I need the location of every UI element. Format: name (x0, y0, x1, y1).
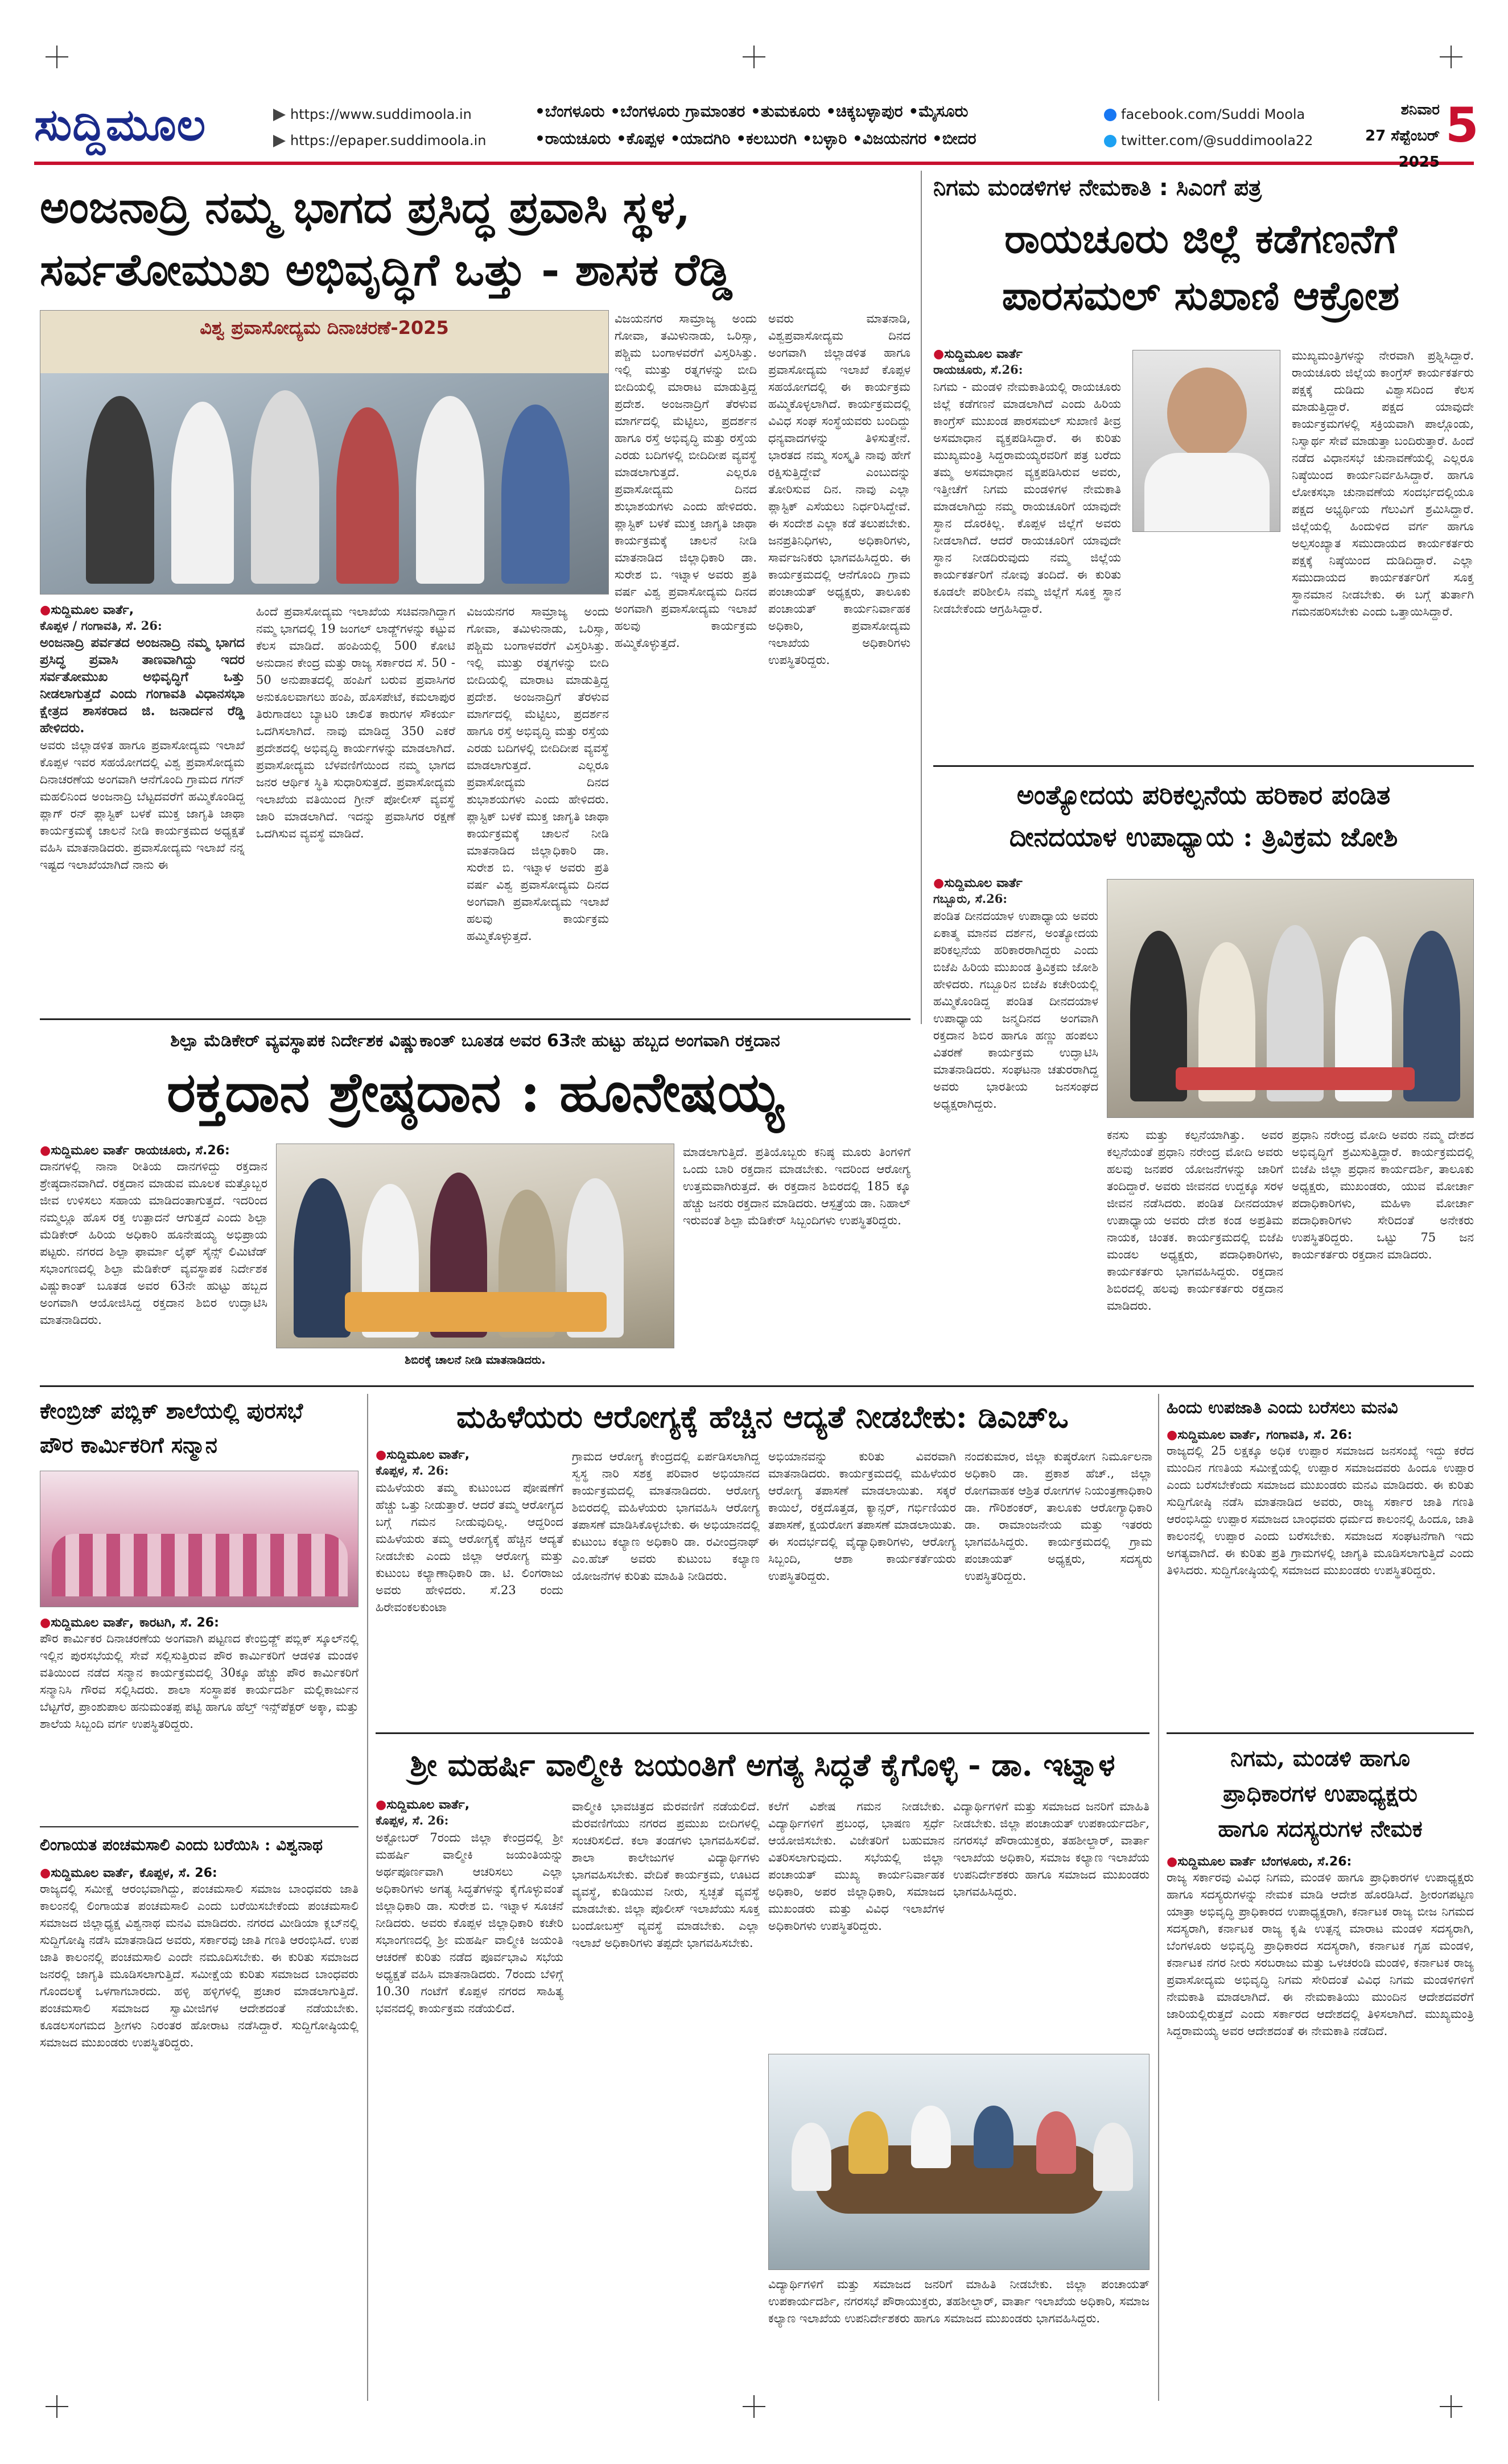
story9-body: ವಿದ್ಯಾರ್ಥಿಗಳಿಗೆ ಮತ್ತು ಸಮಾಜದ ಜನರಿಗೆ ಮಾಹಿತಿ ನೀಡಬೇಕು. ಜಿಲ್ಲಾ ಪಂಚಾಯತ್ ಉಪಕಾರ್ಯದರ್ಶಿ, ನಗರಸಭೆ ಪೌರಾಯುಕ್ತರು, ತಹಶೀಲ್ದಾರ್, ವಾರ್ತಾ ಇಲಾಖೆಯ ಅಧಿಕಾರಿ, ಸಮಾಜ ಕಲ್ಯಾಣ ಇಲಾಖೆಯ ಉಪನಿರ್ದೇಶಕರು ಹಾಗೂ ಸಮಾಜದ ಮುಖಂಡರು ಭಾಗವಹಿಸಿದ್ದರು. (768, 2277, 1149, 2325)
story7-body: ನಂದಕುಮಾರ, ಜಿಲ್ಲಾ ಕುಷ್ಠರೋಗ ನಿರ್ಮೂಲನಾ ಅಧಿಕಾರಿ ಡಾ. ಪ್ರಕಾಶ ಹೆಚ್., ಜಿಲ್ಲಾ ರೋಗವಾಹಕ ಆಶ್ರಿತ ರೋಗಗಳ ನಿಯಂತ್ರಣಾಧಿಕಾರಿ ಡಾ. ಗೌರಿಶಂಕರ್, ತಾಲೂಕು ಆರೋಗ್ಯಾಧಿಕಾರಿ ಡಾ. ರಾಮಾಂಜನೇಯ ಮತ್ತು ಇತರರು ಭಾಗವಹಿಸಿದ್ದರು. ಕಾರ್ಯಕ್ರಮದಲ್ಲಿ ಗ್ರಾಮ ಪಂಚಾಯತ್ ಅಧ್ಯಕ್ಷರು, ಸದಸ್ಯರು ಉಪಸ್ಥಿತರಿದ್ದರು. (965, 1450, 1152, 1583)
section-rule (376, 1732, 1149, 1734)
story2-portrait (1132, 350, 1280, 532)
page-number: 5 (1445, 97, 1479, 153)
newspaper-logo: ಸುದ್ದಿಮೂಲ (34, 100, 207, 151)
issue-date (1343, 97, 1440, 175)
story10-dateline: ಬೆಂಗಳೂರು, ಸೆ.26: (1261, 1855, 1352, 1869)
story2-kicker: ನಿಗಮ ಮಂಡಳಿಗಳ ನೇಮಕಾತಿ : ಸಿಎಂಗೆ ಪತ್ರ (933, 175, 1262, 201)
person-figure (86, 396, 154, 584)
story3-column: ●ಸುದ್ದಿಮೂಲ ವಾರ್ತೆ ಗಬ್ಬೂರು, ಸೆ.26: ಪಂಡಿತ ದೀನದಯಾಳ ಉಪಾಧ್ಯಾಯ ಅವರು ಏಕಾತ್ಮ ಮಾನವ ದರ್ಶನ, ಅಂತ್ಯೋದಯ ಪರಿಕಲ್ಪನೆಯ ಹರಿಕಾರರಾಗಿದ್ದರು ಎಂದು ಬಿಜೆಪಿ ಹಿರಿಯ ಮುಖಂಡ ತ್ರಿವಿಕ್ರಮ ಜೋಶಿ ಹೇಳಿದರು. ಗಬ್ಬೂರಿನ ಬಿಜೆಪಿ ಕಚೇರಿಯಲ್ಲಿ ಹಮ್ಮಿಕೊಂಡಿದ್ದ ಪಂಡಿತ ದೀನದಯಾಳ ಉಪಾಧ್ಯಾಯ ಜನ್ಮದಿನದ ಅಂಗವಾಗಿ ರಕ್ತದಾನ ಶಿಬಿರ ಹಾಗೂ ಹಣ್ಣು ಹಂಪಲು ವಿತರಣೆ ಕಾರ್ಯಕ್ರಮ ಉದ್ಘಾಟಿಸಿ ಮಾತನಾಡಿದರು. ಸಂಘಟನಾ ಚತುರರಾಗಿದ್ದ ಅವರು ಭಾರತೀಯ ಜನಸಂಘದ ಅಧ್ಯಕ್ಷರಾಗಿದ್ದರು. (933, 876, 1098, 1360)
person-figure (1093, 2123, 1133, 2191)
story5-dateline: ಕಾರಟಗಿ, ಸೆ. 26: (139, 1616, 219, 1630)
event-banner: ವಿಶ್ವ ಪ್ರವಾಸೋದ್ಯಮ ದಿನಾಚರಣೆ-2025 (40, 311, 608, 373)
story9-body: ಅಕ್ಟೋಬರ್ 7ರಂದು ಜಿಲ್ಲಾ ಕೇಂದ್ರದಲ್ಲಿ ಶ್ರೀ ಮಹರ್ಷಿ ವಾಲ್ಮೀಕಿ ಜಯಂತಿಯನ್ನು ಅರ್ಥಪೂರ್ಣವಾಗಿ ಆಚರಿಸಲು ಎಲ್ಲಾ ಅಧಿಕಾರಿಗಳು ಅಗತ್ಯ ಸಿದ್ಧತೆಗಳನ್ನು ಕೈಗೊಳ್ಳುವಂತೆ ಜಿಲ್ಲಾಧಿಕಾರಿ ಡಾ. ಸುರೇಶ ಬಿ. ಇಟ್ನಾಳ ಸೂಚನೆ ನೀಡಿದರು. ಅವರು ಕೊಪ್ಪಳ ಜಿಲ್ಲಾಧಿಕಾರಿ ಕಚೇರಿ ಸಭಾಂಗಣದಲ್ಲಿ ಶ್ರೀ ಮಹರ್ಷಿ ವಾಲ್ಮೀಕಿ ಜಯಂತಿ ಆಚರಣೆ ಕುರಿತು ನಡೆದ ಪೂರ್ವಭಾವಿ ಸಭೆಯ ಅಧ್ಯಕ್ಷತೆ ವಹಿಸಿ ಮಾತನಾಡಿದರು. 7ರಂದು ಬೆಳಿಗ್ಗೆ 10.30 ಗಂಟೆಗೆ ಕೊಪ್ಪಳ ನಗರದ ಸಾಹಿತ್ಯ ಭವನದಲ್ಲಿ ಕಾರ್ಯಕ್ರಮ ನಡೆಯಲಿದೆ. (376, 1831, 563, 2015)
story7-column (768, 1448, 956, 1727)
story1-headline: ಅಂಜನಾದ್ರಿ ನಮ್ಮ ಭಾಗದ ಪ್ರಸಿದ್ಧ ಪ್ರವಾಸಿ ಸ್ಥಳ, ಸರ್ವತೋಮುಖ ಅಭಿವೃದ್ಧಿಗೆ ಒತ್ತು - ಶಾಸಕ ರೆಡ್ಡಿ (40, 181, 732, 296)
portrait-face (1167, 368, 1247, 459)
story1-body: ವಿಜಯನಗರ ಸಾಮ್ರಾಜ್ಯ ಅಂದು ಗೋವಾ, ತಮಿಳುನಾಡು, ಒರಿಸ್ಸಾ, ಪಶ್ಚಿಮ ಬಂಗಾಳವರೆಗೆ ವಿಸ್ತರಿಸಿತ್ತು. ಇಲ್ಲಿ ಮುತ್ತು ರತ್ನಗಳನ್ನು ಬೀದಿ ಬೀದಿಯಲ್ಲಿ ಮಾರಾಟ ಮಾಡುತ್ತಿದ್ದ ಪ್ರದೇಶ. ಅಂಜನಾದ್ರಿಗೆ ತೆರಳುವ ಮಾರ್ಗದಲ್ಲಿ ಮೆಟ್ಟಿಲು, ಪ್ರದರ್ಶನ ಹಾಗೂ ರಸ್ತೆ ಅಭಿವೃದ್ಧಿ ಮತ್ತು ರಸ್ತೆಯ ಎರಡು ಬದಿಗಳಲ್ಲಿ ಬೀದಿದೀಪ ವ್ಯವಸ್ಥೆ ಮಾಡಲಾಗುತ್ತದೆ. ಎಲ್ಲರೂ ಪ್ರವಾಸೋದ್ಯಮ ದಿನದ ಶುಭಾಶಯಗಳು ಎಂದು ಹೇಳಿದರು. ಪ್ಲಾಸ್ಟಿಕ್ ಬಳಕೆ ಮುಕ್ತ ಜಾಗೃತಿ ಜಾಥಾ ಕಾರ್ಯಕ್ರಮಕ್ಕೆ ಚಾಲನೆ ನೀಡಿ ಮಾತನಾಡಿದ ಜಿಲ್ಲಾಧಿಕಾರಿ ಡಾ. ಸುರೇಶ ಬಿ. ಇಟ್ನಾಳ ಅವರು ಪ್ರತಿ ವರ್ಷ ವಿಶ್ವ ಪ್ರವಾಸೋದ್ಯಮ ದಿನದ ಅಂಗವಾಗಿ ಪ್ರವಾಸೋದ್ಯಮ ಇಲಾಖೆ ಹಲವು ಕಾರ್ಯಕ್ರಮ ಹಮ್ಮಿಕೊಳ್ಳುತ್ತದೆ. (615, 312, 757, 650)
person-figure (416, 396, 484, 584)
story5-photo (40, 1471, 359, 1607)
story4-byline: ಸುದ್ದಿಮೂಲ ವಾರ್ತೆ (51, 1144, 129, 1158)
story3-body: ಪ್ರಧಾನಿ ನರೇಂದ್ರ ಮೋದಿ ಅವರು ನಮ್ಮ ದೇಶದ ಅಭಿವೃದ್ಧಿಗೆ ಶ್ರಮಿಸುತ್ತಿದ್ದಾರೆ. ಕಾರ್ಯಕ್ರಮದಲ್ಲಿ ಬಿಜೆಪಿ ಜಿಲ್ಲಾ ಪ್ರಧಾನ ಕಾರ್ಯದರ್ಶಿ, ತಾಲೂಕು ಅಧ್ಯಕ್ಷರು, ಮುಖಂಡರು, ಯುವ ಮೋರ್ಚಾ ಪದಾಧಿಕಾರಿಗಳು, ಮಹಿಳಾ ಮೋರ್ಚಾ ಪದಾಧಿಕಾರಿಗಳು ಸೇರಿದಂತೆ ಅನೇಕರು ಉಪಸ್ಥಿತರಿದ್ದರು. ಒಟ್ಟು 75 ಜನ ಕಾರ್ಯಕರ್ತರು ರಕ್ತದಾನ ಮಾಡಿದರು. (1292, 1128, 1474, 1261)
portrait-shirt (1144, 453, 1270, 532)
person-figure (294, 1178, 351, 1338)
story7-body: ಗ್ರಾಮದ ಆರೋಗ್ಯ ಕೇಂದ್ರದಲ್ಲಿ ಏರ್ಪಡಿಸಲಾಗಿದ್ದ ಸ್ವಸ್ಥ ನಾರಿ ಸಶಕ್ತ ಪರಿವಾರ ಅಭಿಯಾನದ ಕಾರ್ಯಕ್ರಮದಲ್ಲಿ ಮಾತನಾಡಿದರು. ಆರೋಗ್ಯ ಶಿಬಿರದಲ್ಲಿ ಮಹಿಳೆಯರು ಭಾಗವಹಿಸಿ ಆರೋಗ್ಯ ತಪಾಸಣೆ ಮಾಡಿಸಿಕೊಳ್ಳಬೇಕು. ಈ ಅಭಿಯಾನದಲ್ಲಿ ಕುಟುಂಬ ಕಲ್ಯಾಣ ಅಧಿಕಾರಿ ಡಾ. ರವೀಂದ್ರನಾಥ್ ಎಂ.ಹೆಚ್ ಅವರು ಕುಟುಂಬ ಕಲ್ಯಾಣ ಯೋಜನೆಗಳ ಕುರಿತು ಮಾಹಿತಿ ನೀಡಿದರು. (572, 1450, 760, 1583)
story6-dateline: ಕೊಪ್ಪಳ, ಸೆ. 26: (139, 1866, 217, 1880)
story7-column (965, 1448, 1152, 1727)
crop-mark (1440, 46, 1462, 68)
story1-column (615, 310, 757, 993)
story2-byline: ಸುದ್ದಿಮೂಲ ವಾರ್ತೆ (944, 347, 1023, 361)
arrow-icon (273, 109, 286, 121)
story9-column (572, 1798, 760, 2401)
district-list (535, 98, 1093, 152)
section-rule (1167, 1732, 1474, 1734)
story3-photo (1107, 879, 1474, 1118)
flower-decoration (345, 1292, 607, 1332)
story10-headline: ನಿಗಮ, ಮಂಡಳಿ ಹಾಗೂ ಪ್ರಾಧಿಕಾರಗಳ ಉಪಾಧ್ಯಕ್ಷರು ಹಾಗೂ ಸದಸ್ಯರುಗಳ ನೇಮಕ (1218, 1745, 1423, 1842)
story10-column: ●ಸುದ್ದಿಮೂಲ ವಾರ್ತೆ ಬೆಂಗಳೂರು, ಸೆ.26: ರಾಜ್ಯ ಸರ್ಕಾರವು ವಿವಿಧ ನಿಗಮ, ಮಂಡಳಿ ಹಾಗೂ ಪ್ರಾಧಿಕಾರಗಳ ಉಪಾಧ್ಯಕ್ಷರು ಹಾಗೂ ಸದಸ್ಯರುಗಳನ್ನು ನೇಮಕ ಮಾಡಿ ಆದೇಶ ಹೊರಡಿಸಿದೆ. ಶ್ರೀರಂಗಪಟ್ಟಣ ಯಾತ್ರಾ ಅಭಿವೃದ್ಧಿ ಪ್ರಾಧಿಕಾರದ ಉಪಾಧ್ಯಕ್ಷರಾಗಿ, ಕರ್ನಾಟಕ ರಾಜ್ಯ ಬೀಜ ನಿಗಮದ ಸದಸ್ಯರಾಗಿ, ಕರ್ನಾಟಕ ರಾಜ್ಯ ಕೃಷಿ ಉತ್ಪನ್ನ ಮಾರಾಟ ಮಂಡಳಿ ಸದಸ್ಯರಾಗಿ, ಬೆಂಗಳೂರು ಅಭಿವೃದ್ಧಿ ಪ್ರಾಧಿಕಾರದ ಸದಸ್ಯರಾಗಿ, ಕರ್ನಾಟಕ ಗೃಹ ಮಂಡಳಿ, ಕರ್ನಾಟಕ ನಗರ ನೀರು ಸರಬರಾಜು ಮತ್ತು ಒಳಚರಂಡಿ ಮಂಡಳಿ, ಕರ್ನಾಟಕ ರಾಜ್ಯ ಪ್ರವಾಸೋದ್ಯಮ ಅಭಿವೃದ್ಧಿ ನಿಗಮ ಸೇರಿದಂತೆ ವಿವಿಧ ನಿಗಮ ಮಂಡಳಿಗಳಿಗೆ ನೇಮಕಾತಿ ಮಾಡಲಾಗಿದೆ. ಈ ನೇಮಕಾತಿಯು ಮುಂದಿನ ಆದೇಶದವರೆಗೆ ಜಾರಿಯಲ್ಲಿರುತ್ತದೆ ಎಂದು ಸರ್ಕಾರದ ಆದೇಶದಲ್ಲಿ ತಿಳಿಸಲಾಗಿದೆ. ಮುಖ್ಯಮಂತ್ರಿ ಸಿದ್ದರಾಮಯ್ಯ ಅವರ ಆದೇಶದಂತೆ ಈ ನೇಮಕಾತಿ ನಡೆದಿದೆ. (1167, 1855, 1474, 2401)
story1-byline: ಸುದ್ದಿಮೂಲ ವಾರ್ತೆ, (51, 603, 134, 617)
story10-byline: ಸುದ್ದಿಮೂಲ ವಾರ್ತೆ (1177, 1855, 1256, 1869)
story4-column: ●ಸುದ್ದಿಮೂಲ ವಾರ್ತೆ ರಾಯಚೂರು, ಸೆ.26: ದಾನಗಳಲ್ಲಿ ನಾನಾ ರೀತಿಯ ದಾನಗಳಿದ್ದು ರಕ್ತದಾನ ಶ್ರೇಷ್ಠದಾನವಾಗಿದೆ. ರಕ್ತದಾನ ಮಾಡುವ ಮೂಲಕ ಮತ್ತೊಬ್ಬರ ಜೀವ ಉಳಿಸಲು ಸಹಾಯ ಮಾಡಿದಂತಾಗುತ್ತದೆ. ಇದರಿಂದ ನಮ್ಮಲ್ಲೂ ಹೊಸ ರಕ್ತ ಉತ್ಪಾದನೆ ಆಗುತ್ತದೆ ಎಂದು ಶಿಲ್ಪಾ ಮೆಡಿಕೇರ್ ಹಿರಿಯ ಅಧಿಕಾರಿ ಹೂನೇಷಯ್ಯ ಅಭಿಪ್ರಾಯ ಪಟ್ಟರು. ನಗರದ ಶಿಲ್ಪಾ ಫಾರ್ಮಾ ಲೈಫ್ ಸೈನ್ಸ್ ಲಿಮಿಟೆಡ್ ಸಭಾಂಗಣದಲ್ಲಿ ಶಿಲ್ಪಾ ಮೆಡಿಕೇರ್ ವ್ಯವಸ್ಥಾಪಕ ನಿರ್ದೇಶಕ ವಿಷ್ಣುಕಾಂತ್ ಬೂತಡ ಅವರ 63ನೇ ಹುಟ್ಟು ಹಬ್ಬದ ಅಂಗವಾಗಿ ಆಯೋಜಿಸಿದ್ದ ರಕ್ತದಾನ ಶಿಬಿರ ಉದ್ಘಾಟಿಸಿ ಮಾತನಾಡಿದರು. (40, 1144, 267, 1377)
person-figure (911, 2106, 951, 2168)
story7-byline: ಸುದ್ದಿಮೂಲ ವಾರ್ತೆ, (386, 1448, 470, 1462)
twitter-link[interactable]: twitter.com/@suddimoola22 (1121, 133, 1313, 148)
story9-dateline: ಕೊಪ್ಪಳ, ಸೆ. 26: (376, 1813, 449, 1827)
story9-headline: ಶ್ರೀ ಮಹರ್ಷಿ ವಾಲ್ಮೀಕಿ ಜಯಂತಿಗೆ ಅಗತ್ಯ ಸಿದ್ಧತೆ ಕೈಗೊಳ್ಳಿ - ಡಾ. ಇಟ್ನಾಳ (410, 1747, 1115, 1783)
story4-body: ಮಾಡಲಾಗುತ್ತಿದೆ. ಪ್ರತಿಯೊಬ್ಬರು ಕನಿಷ್ಠ ಮೂರು ತಿಂಗಳಿಗೆ ಒಂದು ಬಾರಿ ರಕ್ತದಾನ ಮಾಡಬೇಕು. ಇದರಿಂದ ಆರೋಗ್ಯ ಉತ್ತಮವಾಗಿರುತ್ತದೆ. ಈ ರಕ್ತದಾನ ಶಿಬಿರದಲ್ಲಿ 185 ಕ್ಕೂ ಹೆಚ್ಚು ಜನರು ರಕ್ತದಾನ ಮಾಡಿದರು. ಆಸ್ಪತ್ರೆಯ ಡಾ. ನಿಹಾಲ್ ಇರುವಂತೆ ಶಿಲ್ಪಾ ಮೆಡಿಕೇರ್ ಸಿಬ್ಬಂದಿಗಳು ಉಪಸ್ಥಿತರಿದ್ದರು. (683, 1145, 910, 1227)
epaper-link[interactable]: https://epaper.suddimoola.in (290, 133, 487, 148)
story3-headline: ಅಂತ್ಯೋದಯ ಪರಿಕಲ್ಪನೆಯ ಹರಿಕಾರ ಪಂಡಿತ ದೀನದಯಾಳ ಉಪಾಧ್ಯಾಯ : ತ್ರಿವಿಕ್ರಮ ಜೋಶಿ (1009, 779, 1398, 852)
story6-headline: ಲಿಂಗಾಯತ ಪಂಚಮಸಾಲಿ ಎಂದು ಬರೆಯಿಸಿ : ವಿಶ್ವನಾಥ (40, 1835, 323, 1854)
story8-headline: ಹಿಂದು ಉಪಜಾತಿ ಎಂದು ಬರೆಸಲು ಮನವಿ (1167, 1398, 1398, 1418)
story1-column (467, 603, 609, 996)
story9-body: ವಾಲ್ಮೀಕಿ ಭಾವಚಿತ್ರದ ಮೆರವಣಿಗೆ ನಡೆಯಲಿದೆ. ಮೆರವಣಿಗೆಯು ನಗರದ ಪ್ರಮುಖ ಬೀದಿಗಳಲ್ಲಿ ಸಂಚರಿಸಲಿದೆ. ಕಲಾ ತಂಡಗಳು ಭಾಗವಹಿಸಲಿವೆ. ಶಾಲಾ ಕಾಲೇಜುಗಳ ವಿದ್ಯಾರ್ಥಿಗಳು ಭಾಗವಹಿಸಬೇಕು. ವೇದಿಕೆ ಕಾರ್ಯಕ್ರಮ, ಊಟದ ವ್ಯವಸ್ಥೆ, ಕುಡಿಯುವ ನೀರು, ಸ್ವಚ್ಛತೆ ವ್ಯವಸ್ಥೆ ಮಾಡಬೇಕು. ಜಿಲ್ಲಾ ಪೊಲೀಸ್ ಇಲಾಖೆಯು ಸೂಕ್ತ ಬಂದೋಬಸ್ತ್ ವ್ಯವಸ್ಥೆ ಮಾಡಬೇಕು. ಎಲ್ಲಾ ಇಲಾಖೆ ಅಧಿಕಾರಿಗಳು ತಪ್ಪದೇ ಭಾಗವಹಿಸಬೇಕು. (572, 1799, 760, 1950)
column-divider (1158, 1394, 1159, 2401)
story9-column (953, 1798, 1149, 2048)
facebook-icon (1104, 109, 1116, 121)
story6-byline: ಸುದ್ದಿಮೂಲ ವಾರ್ತೆ, (51, 1866, 134, 1880)
story4-body: ದಾನಗಳಲ್ಲಿ ನಾನಾ ರೀತಿಯ ದಾನಗಳಿದ್ದು ರಕ್ತದಾನ ಶ್ರೇಷ್ಠದಾನವಾಗಿದೆ. ರಕ್ತದಾನ ಮಾಡುವ ಮೂಲಕ ಮತ್ತೊಬ್ಬರ ಜೀವ ಉಳಿಸಲು ಸಹಾಯ ಮಾಡಿದಂತಾಗುತ್ತದೆ. ಇದರಿಂದ ನಮ್ಮಲ್ಲೂ ಹೊಸ ರಕ್ತ ಉತ್ಪಾದನೆ ಆಗುತ್ತದೆ ಎಂದು ಶಿಲ್ಪಾ ಮೆಡಿಕೇರ್ ಹಿರಿಯ ಅಧಿಕಾರಿ ಹೂನೇಷಯ್ಯ ಅಭಿಪ್ರಾಯ ಪಟ್ಟರು. ನಗರದ ಶಿಲ್ಪಾ ಫಾರ್ಮಾ ಲೈಫ್ ಸೈನ್ಸ್ ಲಿಮಿಟೆಡ್ ಸಭಾಂಗಣದಲ್ಲಿ ಶಿಲ್ಪಾ ಮೆಡಿಕೇರ್ ವ್ಯವಸ್ಥಾಪಕ ನಿರ್ದೇಶಕ ವಿಷ್ಣುಕಾಂತ್ ಬೂತಡ ಅವರ 63ನೇ ಹುಟ್ಟು ಹಬ್ಬದ ಅಂಗವಾಗಿ ಆಯೋಜಿಸಿದ್ದ ರಕ್ತದಾನ ಶಿಬಿರ ಉದ್ಘಾಟಿಸಿ ಮಾತನಾಡಿದರು. (40, 1159, 267, 1327)
story1-body: ಅವರು ಮಾತನಾಡಿ, ವಿಶ್ವಪ್ರವಾಸೋದ್ಯಮ ದಿನದ ಅಂಗವಾಗಿ ಜಿಲ್ಲಾಡಳಿತ ಹಾಗೂ ಪ್ರವಾಸೋದ್ಯಮ ಇಲಾಖೆ ಕೊಪ್ಪಳ ಸಹಯೋಗದಲ್ಲಿ ಈ ಕಾರ್ಯಕ್ರಮ ಹಮ್ಮಿಕೊಳ್ಳಲಾಗಿದೆ. ಕಾರ್ಯಕ್ರಮದಲ್ಲಿ ವಿವಿಧ ಸಂಘ ಸಂಸ್ಥೆಯವರು ಬಂದಿದ್ದು ಧನ್ಯವಾದಗಳನ್ನು ತಿಳಿಸುತ್ತೇನೆ. ಭಾರತದ ನಮ್ಮ ಸಂಸ್ಕೃತಿ ನಾವು ಹೇಗೆ ರಕ್ಷಿಸುತ್ತಿದ್ದೇವೆ ಎಂಬುದನ್ನು ತೋರಿಸುವ ದಿನ. ನಾವು ಎಲ್ಲಾ ಪ್ಲಾಸ್ಟಿಕ್ ಎಸೆಯಲು ನಿರ್ಧರಿಸಿದ್ದೇವೆ. ಈ ಸಂದೇಶ ಎಲ್ಲಾ ಕಡೆ ತಲುಪಬೇಕು. ಜನಪ್ರತಿನಿಧಿಗಳು, ಅಧಿಕಾರಿಗಳು, ಸಾರ್ವಜನಿಕರು ಭಾಗವಹಿಸಿದ್ದರು. ಈ ಕಾರ್ಯಕ್ರಮದಲ್ಲಿ ಆನೆಗೊಂದಿ ಗ್ರಾಮ ಪಂಚಾಯತ್ ಅಧ್ಯಕ್ಷರು, ತಾಲೂಕು ಪಂಚಾಯತ್ ಕಾರ್ಯನಿರ್ವಾಹಕ ಅಧಿಕಾರಿ, ಪ್ರವಾಸೋದ್ಯಮ ಇಲಾಖೆಯ ಅಧಿಕಾರಿಗಳು ಉಪಸ್ಥಿತರಿದ್ದರು. (768, 312, 910, 667)
story8-body: ರಾಜ್ಯದಲ್ಲಿ 25 ಲಕ್ಷಕ್ಕೂ ಅಧಿಕ ಉಪ್ಪಾರ ಸಮಾಜದ ಜನಸಂಖ್ಯೆ ಇದ್ದು ಕರೆದ ಮುಂದಿನ ಗಣತಿಯ ಸಮೀಕ್ಷೆಯಲ್ಲಿ ಉಪ್ಪಾರ ಸಮಾಜದವರು ಹಿಂದೂ ಉಪ್ಪಾರ ಎಂದು ಬರೆಸಬೇಕೆಂದು ಸಮಾಜದ ಮುಖಂಡರು ಮನವಿ ಮಾಡಿದರು. ಈ ಕುರಿತು ಸುದ್ದಿಗೋಷ್ಠಿ ನಡೆಸಿ ಮಾತನಾಡಿದ ಅವರು, ರಾಜ್ಯ ಸರ್ಕಾರ ಜಾತಿ ಗಣತಿ ಆರಂಭಿಸಿದ್ದು ಉಪ್ಪಾರ ಸಮಾಜದ ಬಾಂಧವರು ಧರ್ಮದ ಕಾಲಂನಲ್ಲಿ ಹಿಂದೂ, ಜಾತಿ ಕಾಲಂನಲ್ಲಿ ಉಪ್ಪಾರ ಎಂದು ಬರೆಸಬೇಕು. ಸಮಾಜದ ಸಂಘಟನೆಗಾಗಿ ಇದು ಅಗತ್ಯವಾಗಿದೆ. ಈ ಕುರಿತು ಪ್ರತಿ ಗ್ರಾಮಗಳಲ್ಲಿ ಜಾಗೃತಿ ಮೂಡಿಸಲಾಗುತ್ತಿದೆ ಎಂದು ತಿಳಿಸಿದರು. ಸುದ್ದಿಗೋಷ್ಠಿಯಲ್ಲಿ ಸಮಾಜದ ಮುಖಂಡರು ಉಪಸ್ಥಿತರಿದ್ದರು. (1167, 1444, 1474, 1577)
story7-headline: ಮಹಿಳೆಯರು ಆರೋಗ್ಯಕ್ಕೆ ಹೆಚ್ಚಿನ ಆದ್ಯತೆ ನೀಡಬೇಕು: ಡಿಎಚ್ಒ (456, 1398, 1069, 1435)
story7-column: ●ಸುದ್ದಿಮೂಲ ವಾರ್ತೆ, ಕೊಪ್ಪಳ, ಸೆ. 26: ಮಹಿಳೆಯರು ತಮ್ಮ ಕುಟುಂಬದ ಪೋಷಣೆಗೆ ಹೆಚ್ಚು ಒತ್ತು ನೀಡುತ್ತಾರೆ. ಆದರೆ ತಮ್ಮ ಆರೋಗ್ಯದ ಬಗ್ಗೆ ಗಮನ ನೀಡುವುದಿಲ್ಲ. ಆದ್ದರಿಂದ ಮಹಿಳೆಯರು ತಮ್ಮ ಆರೋಗ್ಯಕ್ಕೆ ಹೆಚ್ಚಿನ ಆದ್ಯತೆ ನೀಡಬೇಕು ಎಂದು ಜಿಲ್ಲಾ ಆರೋಗ್ಯ ಮತ್ತು ಕುಟುಂಬ ಕಲ್ಯಾಣಾಧಿಕಾರಿ ಡಾ. ಟಿ. ಲಿಂಗರಾಜು ಅವರು ಹೇಳಿದರು. ಸೆ.23 ರಂದು ಹಿರೇವಂಕಲಕುಂಟಾ (376, 1448, 563, 1727)
website-link[interactable]: https://www.suddimoola.in (290, 106, 472, 122)
story7-body: ಮಹಿಳೆಯರು ತಮ್ಮ ಕುಟುಂಬದ ಪೋಷಣೆಗೆ ಹೆಚ್ಚು ಒತ್ತು ನೀಡುತ್ತಾರೆ. ಆದರೆ ತಮ್ಮ ಆರೋಗ್ಯದ ಬಗ್ಗೆ ಗಮನ ನೀಡುವುದಿಲ್ಲ. ಆದ್ದರಿಂದ ಮಹಿಳೆಯರು ತಮ್ಮ ಆರೋಗ್ಯಕ್ಕೆ ಹೆಚ್ಚಿನ ಆದ್ಯತೆ ನೀಡಬೇಕು ಎಂದು ಜಿಲ್ಲಾ ಆರೋಗ್ಯ ಮತ್ತು ಕುಟುಂಬ ಕಲ್ಯಾಣಾಧಿಕಾರಿ ಡಾ. ಟಿ. ಲಿಂಗರಾಜು ಅವರು ಹೇಳಿದರು. ಸೆ.23 ರಂದು ಹಿರೇವಂಕಲಕುಂಟಾ (376, 1481, 563, 1614)
column-divider (367, 1394, 368, 2401)
story1-column (768, 310, 910, 993)
person-figure (1036, 2111, 1076, 2174)
section-rule (40, 1826, 359, 1827)
arrow-icon (273, 135, 286, 147)
story5-body: ಪೌರ ಕಾರ್ಮಿಕರ ದಿನಾಚರಣೆಯ ಅಂಗವಾಗಿ ಪಟ್ಟಣದ ಕೇಂಬ್ರಿಡ್ಜ್ ಪಬ್ಲಿಕ್ ಸ್ಕೂಲ್‌ನಲ್ಲಿ ಇಲ್ಲಿನ ಪುರಸಭೆಯಲ್ಲಿ ಸೇವೆ ಸಲ್ಲಿಸುತ್ತಿರುವ ಪೌರ ಕಾರ್ಮಿಕರಿಗೆ ಆಡಳಿತ ಮಂಡಳಿ ವತಿಯಿಂದ ನಡೆದ ಸನ್ಮಾನ ಕಾರ್ಯಕ್ರಮದಲ್ಲಿ 30ಕ್ಕೂ ಹೆಚ್ಚು ಪೌರ ಕಾರ್ಮಿಕರಿಗೆ ಸನ್ಮಾನಿಸಿ ಗೌರವ ಸಲ್ಲಿಸಿದರು. ಶಾಲಾ ಸಂಸ್ಥಾಪಕ ಕಾರ್ಯದರ್ಶಿ ಮಲ್ಲಿಕಾರ್ಜುನ ಬೆಟ್ಟಗೆರೆ, ಪ್ರಾಂಶುಪಾಲ ಹನುಮಂತಪ್ಪ ಪಟ್ಟಿ ಹಾಗೂ ಹೆಲ್ತ್ ಇನ್ಸ್‌ಪೆಕ್ಟರ್ ಅಕ್ಕಾ, ಮತ್ತು ಶಾಲೆಯ ಸಿಬ್ಬಂದಿ ವರ್ಗ ಉಪಸ್ಥಿತರಿದ್ದರು. (40, 1632, 359, 1731)
story1-dateline: ಕೊಪ್ಪಳ / ಗಂಗಾವತಿ, ಸೆ. 26: (40, 618, 162, 633)
person-figure (171, 402, 234, 584)
story10-body: ರಾಜ್ಯ ಸರ್ಕಾರವು ವಿವಿಧ ನಿಗಮ, ಮಂಡಳಿ ಹಾಗೂ ಪ್ರಾಧಿಕಾರಗಳ ಉಪಾಧ್ಯಕ್ಷರು ಹಾಗೂ ಸದಸ್ಯರುಗಳನ್ನು ನೇಮಕ ಮಾಡಿ ಆದೇಶ ಹೊರಡಿಸಿದೆ. ಶ್ರೀರಂಗಪಟ್ಟಣ ಯಾತ್ರಾ ಅಭಿವೃದ್ಧಿ ಪ್ರಾಧಿಕಾರದ ಉಪಾಧ್ಯಕ್ಷರಾಗಿ, ಕರ್ನಾಟಕ ರಾಜ್ಯ ಬೀಜ ನಿಗಮದ ಸದಸ್ಯರಾಗಿ, ಕರ್ನಾಟಕ ರಾಜ್ಯ ಕೃಷಿ ಉತ್ಪನ್ನ ಮಾರಾಟ ಮಂಡಳಿ ಸದಸ್ಯರಾಗಿ, ಬೆಂಗಳೂರು ಅಭಿವೃದ್ಧಿ ಪ್ರಾಧಿಕಾರದ ಸದಸ್ಯರಾಗಿ, ಕರ್ನಾಟಕ ಗೃಹ ಮಂಡಳಿ, ಕರ್ನಾಟಕ ನಗರ ನೀರು ಸರಬರಾಜು ಮತ್ತು ಒಳಚರಂಡಿ ಮಂಡಳಿ, ಕರ್ನಾಟಕ ರಾಜ್ಯ ಪ್ರವಾಸೋದ್ಯಮ ಅಭಿವೃದ್ಧಿ ನಿಗಮ ಸೇರಿದಂತೆ ವಿವಿಧ ನಿಗಮ ಮಂಡಳಿಗಳಿಗೆ ನೇಮಕಾತಿ ಮಾಡಲಾಗಿದೆ. ಈ ನೇಮಕಾತಿಯು ಮುಂದಿನ ಆದೇಶದವರೆಗೆ ಜಾರಿಯಲ್ಲಿರುತ್ತದೆ ಎಂದು ಸರ್ಕಾರದ ಆದೇಶದಲ್ಲಿ ತಿಳಿಸಲಾಗಿದೆ. ಮುಖ್ಯಮಂತ್ರಿ ಸಿದ್ದರಾಮಯ್ಯ ಅವರ ಆದೇಶದಂತೆ ಈ ನೇಮಕಾತಿ ನಡೆದಿದೆ. (1167, 1871, 1474, 2038)
story2-column: ●ಸುದ್ದಿಮೂಲ ವಾರ್ತೆ ರಾಯಚೂರು, ಸೆ.26: ನಿಗಮ - ಮಂಡಳಿ ನೇಮಕಾತಿಯಲ್ಲಿ ರಾಯಚೂರು ಜಿಲ್ಲೆ ಕಡೆಗಣನೆ ಮಾಡಲಾಗಿದೆ ಎಂದು ಹಿರಿಯ ಕಾಂಗ್ರೆಸ್ ಮುಖಂಡ ಪಾರಸಮಲ್ ಸುಖಾಣಿ ತೀವ್ರ ಅಸಮಾಧಾನ ವ್ಯಕ್ತಪಡಿಸಿದ್ದಾರೆ. ಈ ಕುರಿತು ಮುಖ್ಯಮಂತ್ರಿ ಸಿದ್ದರಾಮಯ್ಯರವರಿಗೆ ಪತ್ರ ಬರೆದು ತಮ್ಮ ಅಸಮಾಧಾನ ವ್ಯಕ್ತಪಡಿಸಿರುವ ಅವರು, ಇತ್ತೀಚೆಗೆ ನಿಗಮ ಮಂಡಳಿಗಳ ನೇಮಕಾತಿ ಮಾಡಲಾಗಿದ್ದು ನಮ್ಮ ರಾಯಚೂರಿಗೆ ಯಾವುದೇ ಸ್ಥಾನ ದೊರಕಿಲ್ಲ. ಕೊಪ್ಪಳ ಜಿಲ್ಲೆಗೆ ಅವರು ನೀಡಲಾಗಿದೆ. ಆದರೆ ರಾಯಚೂರಿಗೆ ಯಾವುದೇ ಸ್ಥಾನ ನೀಡದಿರುವುದು ನಮ್ಮ ಜಿಲ್ಲೆಯ ಕಾರ್ಯಕರ್ತರಿಗೆ ನೋವು ತಂದಿದೆ. ಈ ಕುರಿತು ಕೂಡಲೇ ಪರಿಶೀಲಿಸಿ ನಮ್ಮ ಜಿಲ್ಲೆಗೆ ಸೂಕ್ತ ಸ್ಥಾನ ನೀಡಬೇಕೆಂದು ಆಗ್ರಹಿಸಿದ್ದಾರೆ. (933, 347, 1121, 757)
story4-dateline: ರಾಯಚೂರು, ಸೆ.26: (134, 1144, 230, 1158)
section-rule (933, 765, 1474, 767)
story9-body: ಕಲೆಗೆ ವಿಶೇಷ ಗಮನ ನೀಡಬೇಕು. ವಿದ್ಯಾರ್ಥಿಗಳಿಗೆ ಪ್ರಬಂಧ, ಭಾಷಣ ಸ್ಪರ್ಧೆ ಆಯೋಜಿಸಬೇಕು. ವಿಜೇತರಿಗೆ ಬಹುಮಾನ ವಿತರಿಸಲಾಗುವುದು. ಸಭೆಯಲ್ಲಿ ಜಿಲ್ಲಾ ಪಂಚಾಯತ್ ಮುಖ್ಯ ಕಾರ್ಯನಿರ್ವಾಹಕ ಅಧಿಕಾರಿ, ಅಪರ ಜಿಲ್ಲಾಧಿಕಾರಿ, ಸಮಾಜದ ಮುಖಂಡರು ಮತ್ತು ವಿವಿಧ ಇಲಾಖೆಗಳ ಅಧಿಕಾರಿಗಳು ಉಪಸ್ಥಿತರಿದ್ದರು. (768, 1799, 945, 1933)
story3-body: ಕನಸು ಮತ್ತು ಕಲ್ಪನೆಯಾಗಿತ್ತು. ಅವರ ಕಲ್ಪನೆಯಂತೆ ಪ್ರಧಾನಿ ನರೇಂದ್ರ ಮೋದಿ ಅವರು ಹಲವು ಜನಪರ ಯೋಜನೆಗಳನ್ನು ಜಾರಿಗೆ ತಂದಿದ್ದಾರೆ. ಅವರು ಜೀವನದ ಉದ್ದಕ್ಕೂ ಸರಳ ಜೀವನ ನಡೆಸಿದರು. ಪಂಡಿತ ದೀನದಯಾಳ ಉಪಾಧ್ಯಾಯ ಅವರು ದೇಶ ಕಂಡ ಅಪ್ರತಿಮ ನಾಯಕ, ಚಿಂತಕ. ಕಾರ್ಯಕ್ರಮದಲ್ಲಿ ಬಿಜೆಪಿ ಮಂಡಲ ಅಧ್ಯಕ್ಷರು, ಪದಾಧಿಕಾರಿಗಳು, ಕಾರ್ಯಕರ್ತರು ಭಾಗವಹಿಸಿದ್ದರು. ರಕ್ತದಾನ ಶಿಬಿರದಲ್ಲಿ ಹಲವು ಕಾರ್ಯಕರ್ತರು ರಕ್ತದಾನ ಮಾಡಿದರು. (1107, 1128, 1283, 1313)
story5-byline: ಸುದ್ದಿಮೂಲ ವಾರ್ತೆ, (51, 1616, 134, 1630)
issue-date-text: 27 ಸೆಪ್ಟೆಂಬರ್ 2025 (1365, 127, 1440, 171)
issue-day: ಶನಿವಾರ (1400, 101, 1440, 118)
story6-body: ರಾಜ್ಯದಲ್ಲಿ ಸಮೀಕ್ಷೆ ಆರಂಭವಾಗಿದ್ದು, ಪಂಚಮಸಾಲಿ ಸಮಾಜ ಬಾಂಧವರು ಜಾತಿ ಕಾಲಂನಲ್ಲಿ ಲಿಂಗಾಯತ ಪಂಚಮಸಾಲಿ ಎಂದು ಬರೆಯಿಸಬೇಕೆಂದು ಪಂಚಮಸಾಲಿ ಸಮಾಜದ ಜಿಲ್ಲಾಧ್ಯಕ್ಷ ವಿಶ್ವನಾಥ ಮನವಿ ಮಾಡಿದರು. ನಗರದ ಮೀಡಿಯಾ ಕ್ಲಬ್‌ನಲ್ಲಿ ಸುದ್ದಿಗೋಷ್ಠಿ ನಡೆಸಿ ಮಾತನಾಡಿದ ಅವರು, ಸರ್ಕಾರವು ಜಾತಿ ಗಣತಿ ಆರಂಭಿಸಿದೆ. ಉಪ ಜಾತಿ ಕಾಲಂನಲ್ಲಿ ಪಂಚಮಸಾಲಿ ಎಂದೇ ನಮೂದಿಸಬೇಕು. ಈ ಕುರಿತು ಸಮಾಜದ ಜನರಲ್ಲಿ ಜಾಗೃತಿ ಮೂಡಿಸಲಾಗುತ್ತಿದೆ. ಸಮೀಕ್ಷೆಯ ಕುರಿತು ಸಮಾಜದ ಬಾಂಧವರು ಗೊಂದಲಕ್ಕೆ ಒಳಗಾಗಬಾರದು. ಹಳ್ಳಿ ಹಳ್ಳಿಗಳಲ್ಲಿ ಪ್ರಚಾರ ಮಾಡಲಾಗುತ್ತಿದೆ. ಪಂಚಮಸಾಲಿ ಸಮಾಜದ ಸ್ವಾಮೀಜಿಗಳ ಆದೇಶದಂತೆ ನಡೆಯಬೇಕು. ಕೂಡಲಸಂಗಮದ ಶ್ರೀಗಳು ನಿರಂತರ ಹೋರಾಟ ನಡೆಸಿದ್ದಾರೆ. ಸುದ್ದಿಗೋಷ್ಠಿಯಲ್ಲಿ ಸಮಾಜದ ಮುಖಂಡರು ಉಪಸ್ಥಿತರಿದ್ದರು. (40, 1882, 359, 2049)
story9-column: ●ಸುದ್ದಿಮೂಲ ವಾರ್ತೆ, ಕೊಪ್ಪಳ, ಸೆ. 26: ಅಕ್ಟೋಬರ್ 7ರಂದು ಜಿಲ್ಲಾ ಕೇಂದ್ರದಲ್ಲಿ ಶ್ರೀ ಮಹರ್ಷಿ ವಾಲ್ಮೀಕಿ ಜಯಂತಿಯನ್ನು ಅರ್ಥಪೂರ್ಣವಾಗಿ ಆಚರಿಸಲು ಎಲ್ಲಾ ಅಧಿಕಾರಿಗಳು ಅಗತ್ಯ ಸಿದ್ಧತೆಗಳನ್ನು ಕೈಗೊಳ್ಳುವಂತೆ ಜಿಲ್ಲಾಧಿಕಾರಿ ಡಾ. ಸುರೇಶ ಬಿ. ಇಟ್ನಾಳ ಸೂಚನೆ ನೀಡಿದರು. ಅವರು ಕೊಪ್ಪಳ ಜಿಲ್ಲಾಧಿಕಾರಿ ಕಚೇರಿ ಸಭಾಂಗಣದಲ್ಲಿ ಶ್ರೀ ಮಹರ್ಷಿ ವಾಲ್ಮೀಕಿ ಜಯಂತಿ ಆಚರಣೆ ಕುರಿತು ನಡೆದ ಪೂರ್ವಭಾವಿ ಸಭೆಯ ಅಧ್ಯಕ್ಷತೆ ವಹಿಸಿ ಮಾತನಾಡಿದರು. 7ರಂದು ಬೆಳಿಗ್ಗೆ 10.30 ಗಂಟೆಗೆ ಕೊಪ್ಪಳ ನಗರದ ಸಾಹಿತ್ಯ ಭವನದಲ್ಲಿ ಕಾರ್ಯಕ್ರಮ ನಡೆಯಲಿದೆ. (376, 1798, 563, 2401)
story7-body: ಅಭಿಯಾನವನ್ನು ಕುರಿತು ವಿವರವಾಗಿ ಮಾತನಾಡಿದರು. ಕಾರ್ಯಕ್ರಮದಲ್ಲಿ ಮಹಿಳೆಯರ ಆರೋಗ್ಯ ತಪಾಸಣೆ ಮಾಡಲಾಯಿತು. ಸಕ್ಕರೆ ಕಾಯಿಲೆ, ರಕ್ತದೊತ್ತಡ, ಕ್ಯಾನ್ಸರ್, ಗರ್ಭಿಣಿಯರ ತಪಾಸಣೆ, ಕ್ಷಯರೋಗ ತಪಾಸಣೆ ಮಾಡಲಾಯಿತು. ಈ ಸಂದರ್ಭದಲ್ಲಿ ವೈದ್ಯಾಧಿಕಾರಿಗಳು, ಆರೋಗ್ಯ ಸಿಬ್ಬಂದಿ, ಆಶಾ ಕಾರ್ಯಕರ್ತೆಯರು ಉಪಸ್ಥಿತರಿದ್ದರು. (768, 1450, 956, 1583)
story3-byline: ಸುದ್ದಿಮೂಲ ವಾರ್ತೆ (944, 876, 1023, 890)
story2-dateline: ರಾಯಚೂರು, ಸೆ.26: (933, 362, 1023, 377)
section-rule (40, 1385, 1474, 1387)
story3-column (1292, 1126, 1474, 1360)
person-figure (251, 390, 319, 584)
donor-bed (1176, 1067, 1415, 1090)
facebook-link[interactable]: facebook.com/Suddi Moola (1121, 106, 1305, 122)
story4-column (683, 1144, 910, 1377)
story1-photo (40, 310, 609, 595)
social-links (1104, 101, 1313, 154)
group-of-people (52, 1534, 348, 1596)
story1-body: ಅವರು ಜಿಲ್ಲಾಡಳಿತ ಹಾಗೂ ಪ್ರವಾಸೋದ್ಯಮ ಇಲಾಖೆ ಕೊಪ್ಪಳ ಇವರ ಸಹಯೋಗದಲ್ಲಿ ವಿಶ್ವ ಪ್ರವಾಸೋದ್ಯಮ ದಿನಾಚರಣೆಯ ಅಂಗವಾಗಿ ಆನೆಗೊಂದಿ ಗ್ರಾಮದ ಗಗನ್ ಮಹಲಿನಿಂದ ಅಂಜನಾದ್ರಿ ಬೆಟ್ಟದವರೆಗೆ ಹಮ್ಮಿಕೊಂಡಿದ್ದ ಪ್ಲಾಗ್ ರನ್ ಪ್ಲಾಸ್ಟಿಕ್ ಬಳಕೆ ಮುಕ್ತ ಜಾಗೃತಿ ಜಾಥಾ ಕಾರ್ಯಕ್ರಮಕ್ಕೆ ಚಾಲನೆ ನೀಡಿ ಕಾರ್ಯಕ್ರಮದ ಅಧ್ಯಕ್ಷತೆ ವಹಿಸಿ ಮಾತನಾಡಿದರು. ಪ್ರವಾಸೋದ್ಯಮ ಇಲಾಖೆ ನನ್ನ ಇಷ್ಟದ ಇಲಾಖೆಯಾಗಿದೆ ನಾನು ಈ (40, 738, 245, 872)
story5-headline: ಕೇಂಬ್ರಿಜ್ ಪಬ್ಲಿಕ್ ಶಾಲೆಯಲ್ಲಿ ಪುರಸಭೆ ಪೌರ ಕಾರ್ಮಿಕರಿಗೆ ಸನ್ಮಾನ (40, 1398, 303, 1458)
crop-mark (46, 46, 68, 68)
story4-photo (276, 1144, 674, 1348)
story3-dateline: ಗಬ್ಬೂರು, ಸೆ.26: (933, 892, 1008, 906)
story3-body: ಪಂಡಿತ ದೀನದಯಾಳ ಉಪಾಧ್ಯಾಯ ಅವರು ಏಕಾತ್ಮ ಮಾನವ ದರ್ಶನ, ಅಂತ್ಯೋದಯ ಪರಿಕಲ್ಪನೆಯ ಹರಿಕಾರರಾಗಿದ್ದರು ಎಂದು ಬಿಜೆಪಿ ಹಿರಿಯ ಮುಖಂಡ ತ್ರಿವಿಕ್ರಮ ಜೋಶಿ ಹೇಳಿದರು. ಗಬ್ಬೂರಿನ ಬಿಜೆಪಿ ಕಚೇರಿಯಲ್ಲಿ ಹಮ್ಮಿಕೊಂಡಿದ್ದ ಪಂಡಿತ ದೀನದಯಾಳ ಉಪಾಧ್ಯಾಯ ಜನ್ಮದಿನದ ಅಂಗವಾಗಿ ರಕ್ತದಾನ ಶಿಬಿರ ಹಾಗೂ ಹಣ್ಣು ಹಂಪಲು ವಿತರಣೆ ಕಾರ್ಯಕ್ರಮ ಉದ್ಘಾಟಿಸಿ ಮಾತನಾಡಿದರು. ಸಂಘಟನಾ ಚತುರರಾಗಿದ್ದ ಅವರು ಭಾರತೀಯ ಜನಸಂಘದ ಅಧ್ಯಕ್ಷರಾಗಿದ್ದರು. (933, 909, 1098, 1111)
person-figure (501, 405, 570, 584)
story8-dateline: ಗಂಗಾವತಿ, ಸೆ. 26: (1266, 1428, 1353, 1442)
story5-column: ●ಸುದ್ದಿಮೂಲ ವಾರ್ತೆ, ಕಾರಟಗಿ, ಸೆ. 26: ಪೌರ ಕಾರ್ಮಿಕರ ದಿನಾಚರಣೆಯ ಅಂಗವಾಗಿ ಪಟ್ಟಣದ ಕೇಂಬ್ರಿಡ್ಜ್ ಪಬ್ಲಿಕ್ ಸ್ಕೂಲ್‌ನಲ್ಲಿ ಇಲ್ಲಿನ ಪುರಸಭೆಯಲ್ಲಿ ಸೇವೆ ಸಲ್ಲಿಸುತ್ತಿರುವ ಪೌರ ಕಾರ್ಮಿಕರಿಗೆ ಆಡಳಿತ ಮಂಡಳಿ ವತಿಯಿಂದ ನಡೆದ ಸನ್ಮಾನ ಕಾರ್ಯಕ್ರಮದಲ್ಲಿ 30ಕ್ಕೂ ಹೆಚ್ಚು ಪೌರ ಕಾರ್ಮಿಕರಿಗೆ ಸನ್ಮಾನಿಸಿ ಗೌರವ ಸಲ್ಲಿಸಿದರು. ಶಾಲಾ ಸಂಸ್ಥಾಪಕ ಕಾರ್ಯದರ್ಶಿ ಮಲ್ಲಿಕಾರ್ಜುನ ಬೆಟ್ಟಗೆರೆ, ಪ್ರಾಂಶುಪಾಲ ಹನುಮಂತಪ್ಪ ಪಟ್ಟಿ ಹಾಗೂ ಹೆಲ್ತ್ ಇನ್ಸ್‌ಪೆಕ್ಟರ್ ಅಕ್ಕಾ, ಮತ್ತು ಶಾಲೆಯ ಸಿಬ್ಬಂದಿ ವರ್ಗ ಉಪಸ್ಥಿತರಿದ್ದರು. (40, 1616, 359, 1821)
story2-column (1292, 347, 1474, 757)
story1-body: ವಿಜಯನಗರ ಸಾಮ್ರಾಜ್ಯ ಅಂದು ಗೋವಾ, ತಮಿಳುನಾಡು, ಒರಿಸ್ಸಾ, ಪಶ್ಚಿಮ ಬಂಗಾಳವರೆಗೆ ವಿಸ್ತರಿಸಿತ್ತು. ಇಲ್ಲಿ ಮುತ್ತು ರತ್ನಗಳನ್ನು ಬೀದಿ ಬೀದಿಯಲ್ಲಿ ಮಾರಾಟ ಮಾಡುತ್ತಿದ್ದ ಪ್ರದೇಶ. ಅಂಜನಾದ್ರಿಗೆ ತೆರಳುವ ಮಾರ್ಗದಲ್ಲಿ ಮೆಟ್ಟಿಲು, ಪ್ರದರ್ಶನ ಹಾಗೂ ರಸ್ತೆ ಅಭಿವೃದ್ಧಿ ಮತ್ತು ರಸ್ತೆಯ ಎರಡು ಬದಿಗಳಲ್ಲಿ ಬೀದಿದೀಪ ವ್ಯವಸ್ಥೆ ಮಾಡಲಾಗುತ್ತದೆ. ಎಲ್ಲರೂ ಪ್ರವಾಸೋದ್ಯಮ ದಿನದ ಶುಭಾಶಯಗಳು ಎಂದು ಹೇಳಿದರು. ಪ್ಲಾಸ್ಟಿಕ್ ಬಳಕೆ ಮುಕ್ತ ಜಾಗೃತಿ ಜಾಥಾ ಕಾರ್ಯಕ್ರಮಕ್ಕೆ ಚಾಲನೆ ನೀಡಿ ಮಾತನಾಡಿದ ಜಿಲ್ಲಾಧಿಕಾರಿ ಡಾ. ಸುರೇಶ ಬಿ. ಇಟ್ನಾಳ ಅವರು ಪ್ರತಿ ವರ್ಷ ವಿಶ್ವ ಪ್ರವಾಸೋದ್ಯಮ ದಿನದ ಅಂಗವಾಗಿ ಪ್ರವಾಸೋದ್ಯಮ ಇಲಾಖೆ ಹಲವು ಕಾರ್ಯಕ್ರಮ ಹಮ್ಮಿಕೊಳ್ಳುತ್ತದೆ. (467, 605, 609, 943)
story9-column (768, 1798, 945, 2048)
story8-byline: ಸುದ್ದಿಮೂಲ ವಾರ್ತೆ, (1177, 1428, 1261, 1442)
story7-dateline: ಕೊಪ್ಪಳ, ಸೆ. 26: (376, 1463, 449, 1477)
story1-body: ಹಿಂದೆ ಪ್ರವಾಸೋದ್ಯಮ ಇಲಾಖೆಯ ಸಚಿವನಾಗಿದ್ದಾಗ ನಮ್ಮ ಭಾಗದಲ್ಲಿ 19 ಜಂಗಲ್ ಲಾಡ್ಜ್‌ಗಳನ್ನು ಕಟ್ಟುವ ಕೆಲಸ ಮಾಡಿದೆ. ಹಂಪಿಯಲ್ಲಿ 500 ಕೋಟಿ ಅನುದಾನ ಕೇಂದ್ರ ಮತ್ತು ರಾಜ್ಯ ಸರ್ಕಾರದ ಸೆ. 50 - 50 ಅನುಪಾತದಲ್ಲಿ ಹಂಪಿಗೆ ಬರುವ ಪ್ರವಾಸಿಗರ ಅನುಕೂಲವಾಗಲು ಹಂಪಿ, ಹೊಸಪೇಟೆ, ಕಮಲಾಪುರ ತಿರುಗಾಡಲು ಬ್ಯಾಟರಿ ಚಾಲಿತ ಕಾರುಗಳ ಸೌಕರ್ಯ ಒದಗಿಸಲಾಗಿದೆ. ನಾವು ಮಾಡಿದ್ದ 350 ಎಕರೆ ಪ್ರದೇಶದಲ್ಲಿ ಅಭಿವೃದ್ಧಿ ಕಾರ್ಯಗಳನ್ನು ಮಾಡಲಾಗಿದೆ. ಪ್ರವಾಸೋದ್ಯಮ ಬೆಳವಣಿಗೆಯಿಂದ ನಮ್ಮ ಭಾಗದ ಜನರ ಆರ್ಥಿಕ ಸ್ಥಿತಿ ಸುಧಾರಿಸುತ್ತದೆ. ಪ್ರವಾಸೋದ್ಯಮ ಇಲಾಖೆಯ ವತಿಯಿಂದ ಗ್ರೀನ್ ಪೋಲೀಸ್ ವ್ಯವಸ್ಥೆ ಜಾರಿ ಮಾಡಲಾಗಿದೆ. ಇದನ್ನು ಪ್ರವಾಸಿಗರ ರಕ್ಷಣೆ ಒದಗಿಸುವ ವ್ಯವಸ್ಥೆ ಮಾಡಿದೆ. (256, 605, 455, 840)
story9-byline: ಸುದ್ದಿಮೂಲ ವಾರ್ತೆ, (386, 1798, 470, 1812)
story1-column: ●ಸುದ್ದಿಮೂಲ ವಾರ್ತೆ, ಕೊಪ್ಪಳ / ಗಂಗಾವತಿ, ಸೆ. 26: ಅಂಜನಾದ್ರಿ ಪರ್ವತದ ಅಂಜನಾದ್ರಿ ನಮ್ಮ ಭಾಗದ ಪ್ರಸಿದ್ಧ ಪ್ರವಾಸಿ ತಾಣವಾಗಿದ್ದು ಇದರ ಸರ್ವತೋಮುಖ ಅಭಿವೃದ್ಧಿಗೆ ಒತ್ತು ನೀಡಲಾಗುತ್ತದೆ ಎಂದು ಗಂಗಾವತಿ ವಿಧಾನಸಭಾ ಕ್ಷೇತ್ರದ ಶಾಸಕರಾದ ಜಿ. ಜನಾರ್ದನ ರೆಡ್ಡಿ ಹೇಳಿದರು. ಅವರು ಜಿಲ್ಲಾಡಳಿತ ಹಾಗೂ ಪ್ರವಾಸೋದ್ಯಮ ಇಲಾಖೆ ಕೊಪ್ಪಳ ಇವರ ಸಹಯೋಗದಲ್ಲಿ ವಿಶ್ವ ಪ್ರವಾಸೋದ್ಯಮ ದಿನಾಚರಣೆಯ ಅಂಗವಾಗಿ ಆನೆಗೊಂದಿ ಗ್ರಾಮದ ಗಗನ್ ಮಹಲಿನಿಂದ ಅಂಜನಾದ್ರಿ ಬೆಟ್ಟದವರೆಗೆ ಹಮ್ಮಿಕೊಂಡಿದ್ದ ಪ್ಲಾಗ್ ರನ್ ಪ್ಲಾಸ್ಟಿಕ್ ಬಳಕೆ ಮುಕ್ತ ಜಾಗೃತಿ ಜಾಥಾ ಕಾರ್ಯಕ್ರಮಕ್ಕೆ ಚಾಲನೆ ನೀಡಿ ಕಾರ್ಯಕ್ರಮದ ಅಧ್ಯಕ್ಷತೆ ವಹಿಸಿ ಮಾತನಾಡಿದರು. ಪ್ರವಾಸೋದ್ಯಮ ಇಲಾಖೆ ನನ್ನ ಇಷ್ಟದ ಇಲಾಖೆಯಾಗಿದೆ ನಾನು ಈ (40, 603, 245, 996)
website-links (273, 101, 487, 154)
story4-caption: ಶಿಬಿರಕ್ಕೆ ಚಾಲನೆ ನೀಡಿ ಮಾತನಾಡಿದರು. (405, 1353, 546, 1367)
story9-body: ವಿದ್ಯಾರ್ಥಿಗಳಿಗೆ ಮತ್ತು ಸಮಾಜದ ಜನರಿಗೆ ಮಾಹಿತಿ ನೀಡಬೇಕು. ಜಿಲ್ಲಾ ಪಂಚಾಯತ್ ಉಪಕಾರ್ಯದರ್ಶಿ, ನಗರಸಭೆ ಪೌರಾಯುಕ್ತರು, ತಹಶೀಲ್ದಾರ್, ವಾರ್ತಾ ಇಲಾಖೆಯ ಅಧಿಕಾರಿ, ಸಮಾಜ ಕಲ್ಯಾಣ ಇಲಾಖೆಯ ಉಪನಿರ್ದೇಶಕರು ಹಾಗೂ ಸಮಾಜದ ಮುಖಂಡರು ಭಾಗವಹಿಸಿದ್ದರು. (953, 1799, 1149, 1898)
story3-column (1107, 1126, 1283, 1360)
story2-headline: ರಾಯಚೂರು ಜಿಲ್ಲೆ ಕಡೆಗಣನೆಗೆ ಪಾರಸಮಲ್ ಸುಖಾಣಿ ಆಕ್ರೋಶ (1002, 215, 1400, 319)
column-divider (921, 171, 922, 1024)
story1-lead: ಅಂಜನಾದ್ರಿ ಪರ್ವತದ ಅಂಜನಾದ್ರಿ ನಮ್ಮ ಭಾಗದ ಪ್ರಸಿದ್ಧ ಪ್ರವಾಸಿ ತಾಣವಾಗಿದ್ದು ಇದರ ಸರ್ವತೋಮುಖ ಅಭಿವೃದ್ಧಿಗೆ ಒತ್ತು ನೀಡಲಾಗುತ್ತದೆ ಎಂದು ಗಂಗಾವತಿ ವಿಧಾನಸಭಾ ಕ್ಷೇತ್ರದ ಶಾಸಕರಾದ ಜಿ. ಜನಾರ್ದನ ರೆಡ್ಡಿ ಹೇಳಿದರು. (40, 635, 245, 736)
district-line: •ಬೆಂಗಳೂರು •ಬೆಂಗಳೂರು ಗ್ರಾಮಾಂತರ •ತುಮಕೂರು •ಚಿಕ್ಕಬಳ್ಳಾಪುರ •ಮೈಸೂರು (535, 102, 969, 121)
story9-column (768, 2276, 1149, 2401)
person-figure (848, 2111, 888, 2174)
story9-photo (768, 2054, 1149, 2270)
story7-column (572, 1448, 760, 1727)
story2-body: ನಿಗಮ - ಮಂಡಳಿ ನೇಮಕಾತಿಯಲ್ಲಿ ರಾಯಚೂರು ಜಿಲ್ಲೆ ಕಡೆಗಣನೆ ಮಾಡಲಾಗಿದೆ ಎಂದು ಹಿರಿಯ ಕಾಂಗ್ರೆಸ್ ಮುಖಂಡ ಪಾರಸಮಲ್ ಸುಖಾಣಿ ತೀವ್ರ ಅಸಮಾಧಾನ ವ್ಯಕ್ತಪಡಿಸಿದ್ದಾರೆ. ಈ ಕುರಿತು ಮುಖ್ಯಮಂತ್ರಿ ಸಿದ್ದರಾಮಯ್ಯರವರಿಗೆ ಪತ್ರ ಬರೆದು ತಮ್ಮ ಅಸಮಾಧಾನ ವ್ಯಕ್ತಪಡಿಸಿರುವ ಅವರು, ಇತ್ತೀಚೆಗೆ ನಿಗಮ ಮಂಡಳಿಗಳ ನೇಮಕಾತಿ ಮಾಡಲಾಗಿದ್ದು ನಮ್ಮ ರಾಯಚೂರಿಗೆ ಯಾವುದೇ ಸ್ಥಾನ ದೊರಕಿಲ್ಲ. ಕೊಪ್ಪಳ ಜಿಲ್ಲೆಗೆ ಅವರು ನೀಡಲಾಗಿದೆ. ಆದರೆ ರಾಯಚೂರಿಗೆ ಯಾವುದೇ ಸ್ಥಾನ ನೀಡದಿರುವುದು ನಮ್ಮ ಜಿಲ್ಲೆಯ ಕಾರ್ಯಕರ್ತರಿಗೆ ನೋವು ತಂದಿದೆ. ಈ ಕುರಿತು ಕೂಡಲೇ ಪರಿಶೀಲಿಸಿ ನಮ್ಮ ಜಿಲ್ಲೆಗೆ ಸೂಕ್ತ ಸ್ಥಾನ ನೀಡಬೇಕೆಂದು ಆಗ್ರಹಿಸಿದ್ದಾರೆ. (933, 380, 1121, 616)
story6-column: ●ಸುದ್ದಿಮೂಲ ವಾರ್ತೆ, ಕೊಪ್ಪಳ, ಸೆ. 26: ರಾಜ್ಯದಲ್ಲಿ ಸಮೀಕ್ಷೆ ಆರಂಭವಾಗಿದ್ದು, ಪಂಚಮಸಾಲಿ ಸಮಾಜ ಬಾಂಧವರು ಜಾತಿ ಕಾಲಂನಲ್ಲಿ ಲಿಂಗಾಯತ ಪಂಚಮಸಾಲಿ ಎಂದು ಬರೆಯಿಸಬೇಕೆಂದು ಪಂಚಮಸಾಲಿ ಸಮಾಜದ ಜಿಲ್ಲಾಧ್ಯಕ್ಷ ವಿಶ್ವನಾಥ ಮನವಿ ಮಾಡಿದರು. ನಗರದ ಮೀಡಿಯಾ ಕ್ಲಬ್‌ನಲ್ಲಿ ಸುದ್ದಿಗೋಷ್ಠಿ ನಡೆಸಿ ಮಾತನಾಡಿದ ಅವರು, ಸರ್ಕಾರವು ಜಾತಿ ಗಣತಿ ಆರಂಭಿಸಿದೆ. ಉಪ ಜಾತಿ ಕಾಲಂನಲ್ಲಿ ಪಂಚಮಸಾಲಿ ಎಂದೇ ನಮೂದಿಸಬೇಕು. ಈ ಕುರಿತು ಸಮಾಜದ ಜನರಲ್ಲಿ ಜಾಗೃತಿ ಮೂಡಿಸಲಾಗುತ್ತಿದೆ. ಸಮೀಕ್ಷೆಯ ಕುರಿತು ಸಮಾಜದ ಬಾಂಧವರು ಗೊಂದಲಕ್ಕೆ ಒಳಗಾಗಬಾರದು. ಹಳ್ಳಿ ಹಳ್ಳಿಗಳಲ್ಲಿ ಪ್ರಚಾರ ಮಾಡಲಾಗುತ್ತಿದೆ. ಪಂಚಮಸಾಲಿ ಸಮಾಜದ ಸ್ವಾಮೀಜಿಗಳ ಆದೇಶದಂತೆ ನಡೆಯಬೇಕು. ಕೂಡಲಸಂಗಮದ ಶ್ರೀಗಳು ನಿರಂತರ ಹೋರಾಟ ನಡೆಸಿದ್ದಾರೆ. ಸುದ್ದಿಗೋಷ್ಠಿಯಲ್ಲಿ ಸಮಾಜದ ಮುಖಂಡರು ಉಪಸ್ಥಿತರಿದ್ದರು. (40, 1866, 359, 2401)
story4-kicker: ಶಿಲ್ಪಾ ಮೆಡಿಕೇರ್ ವ್ಯವಸ್ಥಾಪಕ ನಿರ್ದೇಶಕ ವಿಷ್ಣುಕಾಂತ್ ಬೂತಡ ಅವರ 63ನೇ ಹುಟ್ಟು ಹಬ್ಬದ ಅಂಗವಾಗಿ ರಕ್ತದಾನ (170, 1031, 780, 1051)
section-rule (40, 1018, 910, 1020)
story1-column (256, 603, 455, 996)
story2-body: ಮುಖ್ಯಮಂತ್ರಿಗಳನ್ನು ನೇರವಾಗಿ ಪ್ರಶ್ನಿಸಿದ್ದಾರೆ. ರಾಯಚೂರು ಜಿಲ್ಲೆಯ ಕಾಂಗ್ರೆಸ್ ಕಾರ್ಯಕರ್ತರು ಪಕ್ಷಕ್ಕೆ ದುಡಿದು ವಿಶ್ವಾಸದಿಂದ ಕೆಲಸ ಮಾಡುತ್ತಿದ್ದಾರೆ. ಪಕ್ಷದ ಯಾವುದೇ ಕಾರ್ಯಕ್ರಮಗಳಲ್ಲಿ ಸಕ್ರಿಯವಾಗಿ ಪಾಲ್ಗೊಂಡು, ನಿಸ್ವಾರ್ಥ ಸೇವೆ ಮಾಡುತ್ತಾ ಬಂದಿರುತ್ತಾರೆ. ಹಿಂದೆ ನಡೆದ ವಿಧಾನಸಭೆ ಚುನಾವಣೆಯಲ್ಲಿ ಎಲ್ಲರೂ ನಿಷ್ಠೆಯಿಂದ ಕಾರ್ಯನಿರ್ವಹಿಸಿದ್ದಾರೆ. ಹಾಗೂ ಲೋಕಸಭಾ ಚುನಾವಣೆಯ ಸಂದರ್ಭದಲ್ಲಿಯೂ ಪಕ್ಷದ ಅಭ್ಯರ್ಥಿಯ ಗೆಲುವಿಗೆ ಶ್ರಮಿಸಿದ್ದಾರೆ. ಜಿಲ್ಲೆಯಲ್ಲಿ ಹಿಂದುಳಿದ ವರ್ಗ ಹಾಗೂ ಅಲ್ಪಸಂಖ್ಯಾತ ಸಮುದಾಯದ ಕಾರ್ಯಕರ್ತರು ಪಕ್ಷಕ್ಕೆ ನಿಷ್ಠೆಯಿಂದ ದುಡಿದಿದ್ದಾರೆ. ಎಲ್ಲಾ ಸಮುದಾಯದ ಕಾರ್ಯಕರ್ತರಿಗೆ ಸೂಕ್ತ ಸ್ಥಾನಮಾನ ನೀಡಬೇಕು. ಈ ಬಗ್ಗೆ ತುರ್ತಾಗಿ ಗಮನಹರಿಸಬೇಕು ಎಂದು ಒತ್ತಾಯಿಸಿದ್ದಾರೆ. (1292, 349, 1474, 618)
story4-headline: ರಕ್ತದಾನ ಶ್ರೇಷ್ಠದಾನ : ಹೂನೇಷಯ್ಯ (167, 1060, 784, 1124)
masthead (34, 91, 1479, 171)
person-figure (974, 2106, 1013, 2168)
crop-mark (743, 46, 765, 68)
person-figure (792, 2123, 831, 2191)
district-line: •ರಾಯಚೂರು •ಕೊಪ್ಪಳ •ಯಾದಗಿರಿ •ಕಲಬುರಗಿ •ಬಳ್ಳಾರಿ •ವಿಜಯನಗರ •ಬೀದರ (535, 129, 977, 148)
twitter-icon (1104, 135, 1116, 147)
person-figure (336, 407, 399, 584)
story8-column: ●ಸುದ್ದಿಮೂಲ ವಾರ್ತೆ, ಗಂಗಾವತಿ, ಸೆ. 26: ರಾಜ್ಯದಲ್ಲಿ 25 ಲಕ್ಷಕ್ಕೂ ಅಧಿಕ ಉಪ್ಪಾರ ಸಮಾಜದ ಜನಸಂಖ್ಯೆ ಇದ್ದು ಕರೆದ ಮುಂದಿನ ಗಣತಿಯ ಸಮೀಕ್ಷೆಯಲ್ಲಿ ಉಪ್ಪಾರ ಸಮಾಜದವರು ಹಿಂದೂ ಉಪ್ಪಾರ ಎಂದು ಬರೆಸಬೇಕೆಂದು ಸಮಾಜದ ಮುಖಂಡರು ಮನವಿ ಮಾಡಿದರು. ಈ ಕುರಿತು ಸುದ್ದಿಗೋಷ್ಠಿ ನಡೆಸಿ ಮಾತನಾಡಿದ ಅವರು, ರಾಜ್ಯ ಸರ್ಕಾರ ಜಾತಿ ಗಣತಿ ಆರಂಭಿಸಿದ್ದು ಉಪ್ಪಾರ ಸಮಾಜದ ಬಾಂಧವರು ಧರ್ಮದ ಕಾಲಂನಲ್ಲಿ ಹಿಂದೂ, ಜಾತಿ ಕಾಲಂನಲ್ಲಿ ಉಪ್ಪಾರ ಎಂದು ಬರೆಸಬೇಕು. ಸಮಾಜದ ಸಂಘಟನೆಗಾಗಿ ಇದು ಅಗತ್ಯವಾಗಿದೆ. ಈ ಕುರಿತು ಪ್ರತಿ ಗ್ರಾಮಗಳಲ್ಲಿ ಜಾಗೃತಿ ಮೂಡಿಸಲಾಗುತ್ತಿದೆ ಎಂದು ತಿಳಿಸಿದರು. ಸುದ್ದಿಗೋಷ್ಠಿಯಲ್ಲಿ ಸಮಾಜದ ಮುಖಂಡರು ಉಪಸ್ಥಿತರಿದ್ದರು. (1167, 1428, 1474, 1724)
